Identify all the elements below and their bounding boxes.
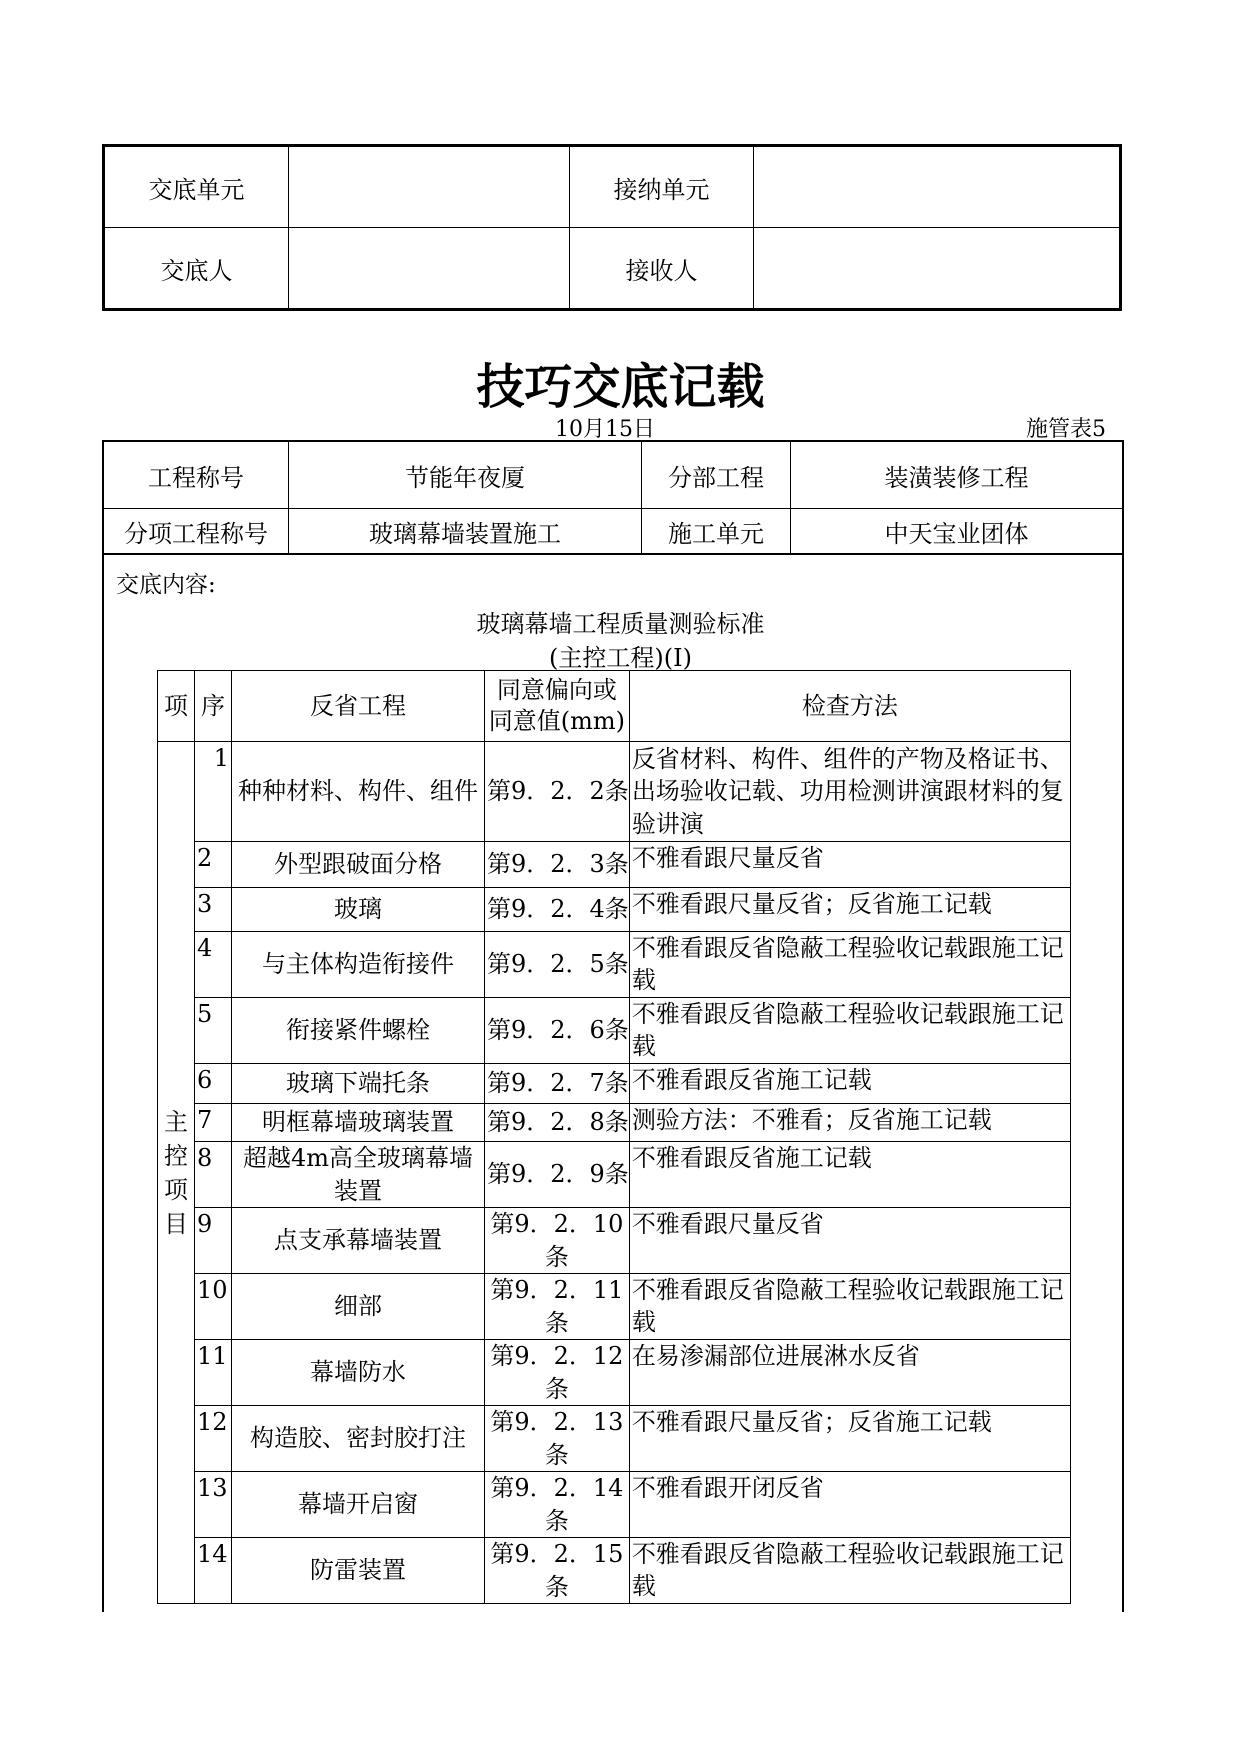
row-check-item: 玻璃 xyxy=(232,888,485,932)
row-seq: 3 xyxy=(195,888,232,932)
row-clause: 第9．2．3条 xyxy=(485,842,630,888)
division-label: 分部工程 xyxy=(642,441,791,509)
row-method: 不雅看跟尺量反省 xyxy=(629,1208,1070,1274)
row-method: 不雅看跟开闭反省 xyxy=(629,1472,1070,1538)
row-method: 不雅看跟反省施工记载 xyxy=(629,1064,1070,1104)
row-method: 不雅看跟反省隐蔽工程验收记载跟施工记载 xyxy=(629,932,1070,998)
row-seq: 13 xyxy=(195,1472,232,1538)
row-seq: 10 xyxy=(195,1274,232,1340)
builder-label: 施工单元 xyxy=(642,509,791,555)
standard-subtitle: (主控工程)(Ⅰ) xyxy=(549,644,692,672)
sign-off-table xyxy=(102,144,1122,311)
row-check-item: 幕墙开启窗 xyxy=(232,1472,485,1538)
row-clause: 第9．2．14条 xyxy=(485,1472,630,1538)
row-seq: 7 xyxy=(195,1104,232,1142)
table-row xyxy=(158,1472,1071,1538)
row-clause: 第9．2．4条 xyxy=(485,888,630,932)
handover-unit-label: 交底单元 xyxy=(104,146,289,228)
row-check-item: 明框幕墙玻璃装置 xyxy=(232,1104,485,1142)
header-item: 项 xyxy=(158,671,195,742)
table-row xyxy=(158,1538,1071,1604)
receiving-unit-label: 接纳单元 xyxy=(570,146,754,228)
project-info-table xyxy=(102,440,1124,555)
table-row xyxy=(158,1142,1071,1208)
group-label xyxy=(158,742,195,1604)
row-method: 不雅看跟尺量反省；反省施工记载 xyxy=(629,1406,1070,1472)
row-method: 在易渗漏部位进展淋水反省 xyxy=(629,1340,1070,1406)
receiver-label: 接收人 xyxy=(570,228,754,310)
row-method: 不雅看跟反省施工记载 xyxy=(629,1142,1070,1208)
receiving-unit-field[interactable] xyxy=(754,146,1121,228)
row-seq: 12 xyxy=(195,1406,232,1472)
row-seq: 8 xyxy=(195,1142,232,1208)
table-row xyxy=(158,998,1071,1064)
table-row xyxy=(158,1064,1071,1104)
handover-unit-field[interactable] xyxy=(289,146,570,228)
table-row xyxy=(158,842,1071,888)
row-check-item: 防雷装置 xyxy=(232,1538,485,1604)
row-check-item: 与主体构造衔接件 xyxy=(232,932,485,998)
table-row xyxy=(158,932,1071,998)
row-seq: 4 xyxy=(195,932,232,998)
row-check-item: 构造胶、密封胶打注 xyxy=(232,1406,485,1472)
table-row xyxy=(158,1406,1071,1472)
row-seq: 14 xyxy=(195,1538,232,1604)
header-check: 反省工程 xyxy=(232,671,485,742)
row-method: 测验方法：不雅看；反省施工记载 xyxy=(629,1104,1070,1142)
project-name-value: 节能年夜厦 xyxy=(289,441,642,509)
row-clause: 第9．2．6条 xyxy=(485,998,630,1064)
row-method: 不雅看跟反省隐蔽工程验收记载跟施工记载 xyxy=(629,1538,1070,1604)
row-seq: 2 xyxy=(195,842,232,888)
subitem-label: 分项工程称号 xyxy=(103,509,289,555)
row-check-item: 点支承幕墙装置 xyxy=(232,1208,485,1274)
handover-person-field[interactable] xyxy=(289,228,570,310)
row-clause: 第9．2．11条 xyxy=(485,1274,630,1340)
handover-person-label: 交底人 xyxy=(104,228,289,310)
subitem-value: 玻璃幕墙装置施工 xyxy=(289,509,642,555)
table-row xyxy=(158,1274,1071,1340)
row-check-item: 衔接紧件螺栓 xyxy=(232,998,485,1064)
row-clause: 第9．2．2条 xyxy=(485,742,630,842)
row-seq: 6 xyxy=(195,1064,232,1104)
header-allow: 同意偏向或同意值(mm) xyxy=(485,671,630,742)
form-number: 施管表5 xyxy=(1026,417,1106,442)
row-method: 不雅看跟尺量反省 xyxy=(629,842,1070,888)
division-value: 装潢装修工程 xyxy=(791,441,1124,509)
row-method: 不雅看跟尺量反省；反省施工记载 xyxy=(629,888,1070,932)
table-row xyxy=(158,888,1071,932)
row-seq: 11 xyxy=(195,1340,232,1406)
row-clause: 第9．2．15条 xyxy=(485,1538,630,1604)
project-name-label: 工程称号 xyxy=(103,441,289,509)
row-clause: 第9．2．7条 xyxy=(485,1064,630,1104)
standard-title: 玻璃幕墙工程质量测验标准 xyxy=(476,610,765,638)
inspection-table xyxy=(157,670,1071,1604)
row-clause: 第9．2．10条 xyxy=(485,1208,630,1274)
row-clause: 第9．2．5条 xyxy=(485,932,630,998)
row-seq: 1 xyxy=(195,742,232,842)
row-check-item: 细部 xyxy=(232,1274,485,1340)
group-label-text: 主控项目 xyxy=(164,1107,188,1238)
row-clause: 第9．2．9条 xyxy=(485,1142,630,1208)
row-method: 反省材料、构件、组件的产物及格证书、出场验收记载、功用检测讲演跟材料的复验讲演 xyxy=(629,742,1070,842)
row-check-item: 超越4m高全玻璃幕墙装置 xyxy=(232,1142,485,1208)
content-label: 交底内容: xyxy=(116,572,216,598)
document-date: 10月15日 xyxy=(555,417,655,442)
document-title: 技巧交底记载 xyxy=(476,359,765,415)
row-method: 不雅看跟反省隐蔽工程验收记载跟施工记载 xyxy=(629,1274,1070,1340)
row-clause: 第9．2．13条 xyxy=(485,1406,630,1472)
row-check-item: 玻璃下端托条 xyxy=(232,1064,485,1104)
row-method: 不雅看跟反省隐蔽工程验收记载跟施工记载 xyxy=(629,998,1070,1064)
builder-value: 中天宝业团体 xyxy=(791,509,1124,555)
receiver-field[interactable] xyxy=(754,228,1121,310)
header-method: 检查方法 xyxy=(629,671,1070,742)
row-seq: 5 xyxy=(195,998,232,1064)
table-row xyxy=(158,1104,1071,1142)
row-check-item: 幕墙防水 xyxy=(232,1340,485,1406)
header-seq: 序 xyxy=(195,671,232,742)
row-check-item: 外型跟破面分格 xyxy=(232,842,485,888)
row-clause: 第9．2．12条 xyxy=(485,1340,630,1406)
row-clause: 第9．2．8条 xyxy=(485,1104,630,1142)
row-check-item: 种种材料、构件、组件 xyxy=(232,742,485,842)
table-row xyxy=(158,1208,1071,1274)
table-row xyxy=(158,1340,1071,1406)
table-row xyxy=(158,742,1071,842)
row-seq: 9 xyxy=(195,1208,232,1274)
